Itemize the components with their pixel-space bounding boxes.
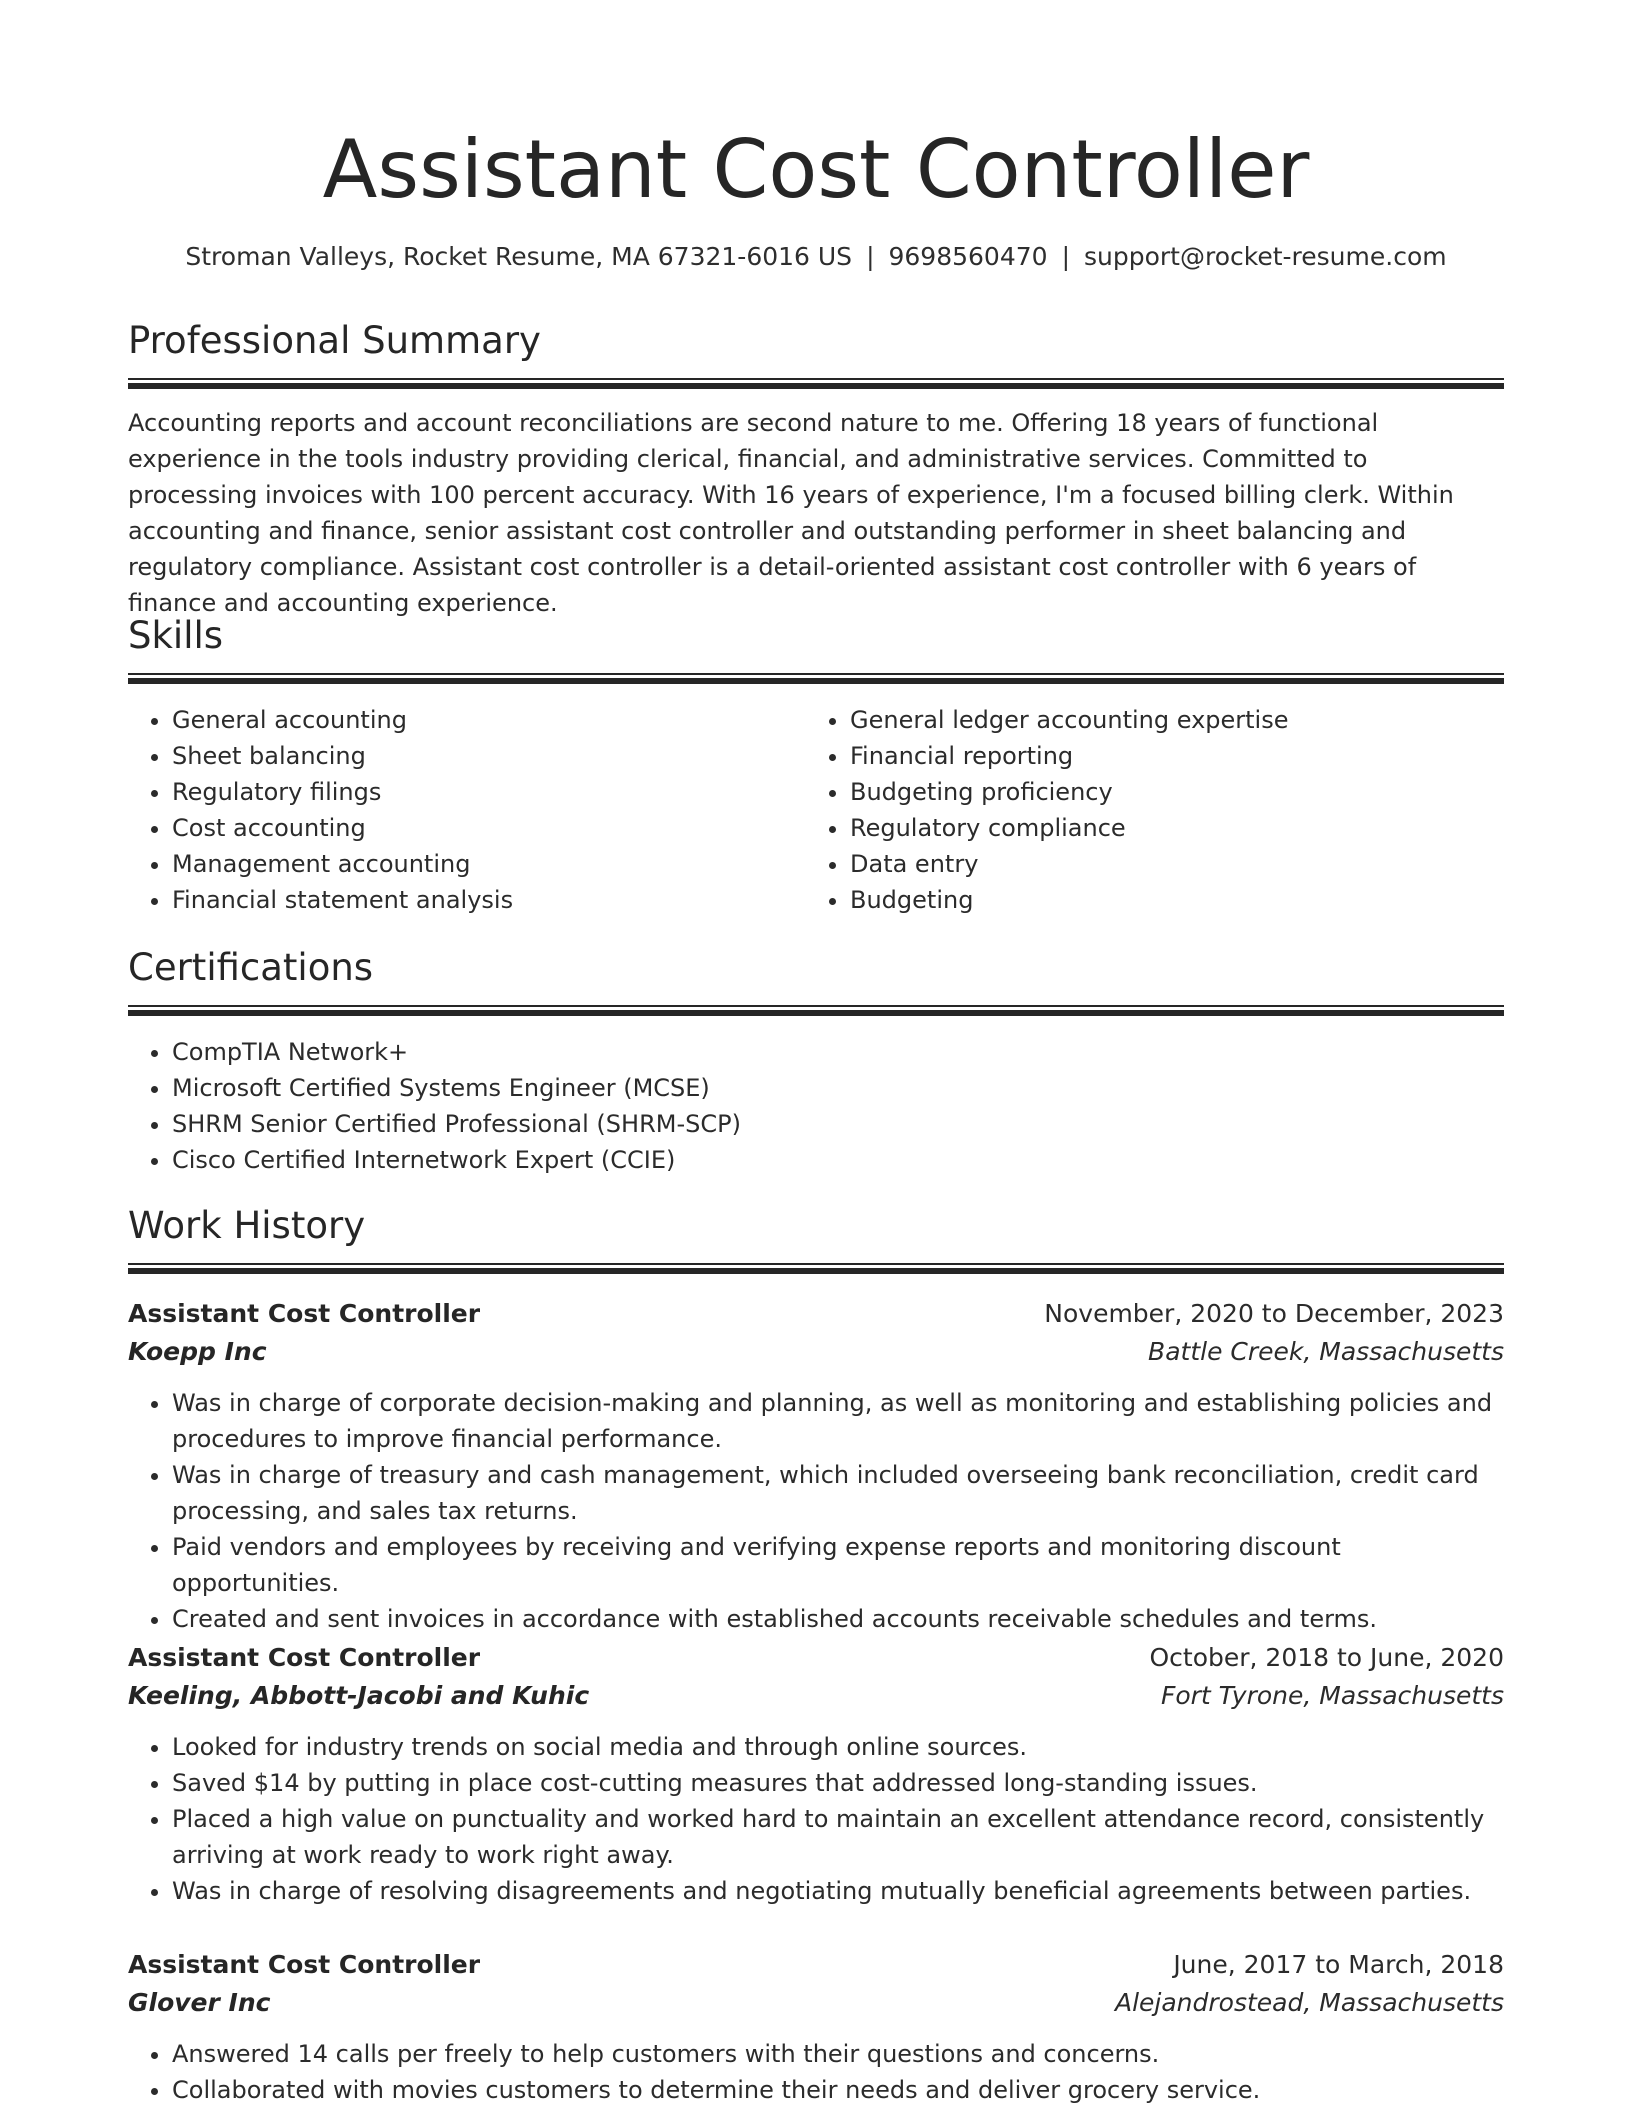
skill-item: • Data entry: [850, 846, 1484, 882]
job-bullet: • Created and sent invoices in accordance with established accounts receivable schedules and terms.: [172, 1601, 1504, 1637]
summary-title: Professional Summary: [128, 319, 541, 362]
job-location: Battle Creek, Massachusetts: [1148, 1337, 1504, 1366]
contact-email: support@rocket-resume.com: [1084, 242, 1447, 271]
certification-item: • CompTIA Network+: [172, 1034, 1504, 1070]
section-divider: [128, 1005, 1504, 1016]
skills-grid: [128, 702, 1504, 918]
skills-title: Skills: [128, 614, 224, 657]
skill-item: • Regulatory filings: [172, 774, 806, 810]
job-company: Glover Inc: [128, 1988, 271, 2017]
job-entry: [128, 1946, 1504, 2108]
work-history-title: Work History: [128, 1204, 366, 1247]
skill-item: • Sheet balancing: [172, 738, 806, 774]
job-title: Assistant Cost Controller: [128, 1950, 481, 1979]
skill-item: • Management accounting: [172, 846, 806, 882]
skills-column-right: [806, 702, 1484, 918]
job-bullets: [128, 2036, 1504, 2108]
job-bullets: [128, 1729, 1504, 1909]
summary-section: [128, 318, 1504, 621]
contact-separator: |: [866, 242, 875, 271]
certification-item: • Microsoft Certified Systems Engineer (MCSE): [172, 1070, 1504, 1106]
job-location: Alejandrostead, Massachusetts: [1114, 1988, 1504, 2017]
contact-separator: |: [1061, 242, 1070, 271]
skill-item: • Financial statement analysis: [172, 882, 806, 918]
skill-item: • Regulatory compliance: [850, 810, 1484, 846]
skill-item: • Cost accounting: [172, 810, 806, 846]
job-entry: [128, 1639, 1504, 1909]
certifications-list: [128, 1034, 1504, 1178]
skill-item: • Financial reporting: [850, 738, 1484, 774]
section-divider: [128, 1263, 1504, 1274]
skill-item: • Budgeting proficiency: [850, 774, 1484, 810]
contact-address: Stroman Valleys, Rocket Resume, MA 67321-6016 US: [185, 242, 853, 271]
job-dates: June, 2017 to March, 2018: [1173, 1950, 1504, 1979]
job-bullet: • Placed a high value on punctuality and worked hard to maintain an excellent attendance record, consistently arriving at work ready to work right away.: [172, 1801, 1504, 1873]
job-bullet: • Was in charge of treasury and cash management, which included overseeing bank reconciliation, credit card processing, and sales tax returns.: [172, 1457, 1504, 1529]
skill-item: • General ledger accounting expertise: [850, 702, 1484, 738]
job-bullet: • Looked for industry trends on social media and through online sources.: [172, 1729, 1504, 1765]
job-bullet: • Was in charge of resolving disagreements and negotiating mutually beneficial agreements between parties.: [172, 1873, 1504, 1909]
job-title: Assistant Cost Controller: [128, 1643, 481, 1672]
job-dates: November, 2020 to December, 2023: [1044, 1299, 1504, 1328]
job-company: Koepp Inc: [128, 1337, 267, 1366]
certifications-title: Certifications: [128, 946, 374, 989]
job-bullets: [128, 1385, 1504, 1637]
skill-item: • General accounting: [172, 702, 806, 738]
job-bullet: • Saved $14 by putting in place cost-cutting measures that addressed long-standing issues.: [172, 1765, 1504, 1801]
certification-item: • SHRM Senior Certified Professional (SHRM-SCP): [172, 1106, 1504, 1142]
section-divider: [128, 673, 1504, 684]
job-bullet: • Answered 14 calls per freely to help customers with their questions and concerns.: [172, 2036, 1504, 2072]
job-bullet: • Collaborated with movies customers to determine their needs and deliver grocery service.: [172, 2072, 1504, 2108]
summary-text: Accounting reports and account reconciliations are second nature to me. Offering 18 years of functional experience in the tools industry providing clerical, financial, and administrative services. Committed to processing invoices with 100 percent accuracy. With 16 years of experience, I'm a focused billing clerk. Within accounting and finance, senior assistant cost controller and outstanding performer in sheet balancing and regulatory compliance. Assistant cost controller is a detail-oriented assistant cost controller with 6 years of finance and accounting experience.: [128, 409, 1454, 617]
job-entry: [128, 1295, 1504, 1637]
contact-phone: 9698560470: [888, 242, 1048, 271]
job-bullet: • Paid vendors and employees by receiving and verifying expense reports and monitoring discount opportunities.: [172, 1529, 1504, 1601]
job-company: Keeling, Abbott-Jacobi and Kuhic: [128, 1681, 590, 1710]
job-location: Fort Tyrone, Massachusetts: [1160, 1681, 1504, 1710]
skills-section: [128, 613, 1504, 918]
job-dates: October, 2018 to June, 2020: [1149, 1643, 1504, 1672]
certification-item: • Cisco Certified Internetwork Expert (CCIE): [172, 1142, 1504, 1178]
contact-line: [128, 240, 1504, 274]
certifications-section: [128, 945, 1504, 1178]
resume-name: Assistant Cost Controller: [322, 123, 1310, 216]
skill-item: • Budgeting: [850, 882, 1484, 918]
job-title: Assistant Cost Controller: [128, 1299, 481, 1328]
section-divider: [128, 378, 1504, 389]
skills-column-left: [128, 702, 806, 918]
job-bullet: • Was in charge of corporate decision-making and planning, as well as monitoring and establishing policies and procedures to improve financial performance.: [172, 1385, 1504, 1457]
work-history-section: [128, 1203, 1504, 1274]
